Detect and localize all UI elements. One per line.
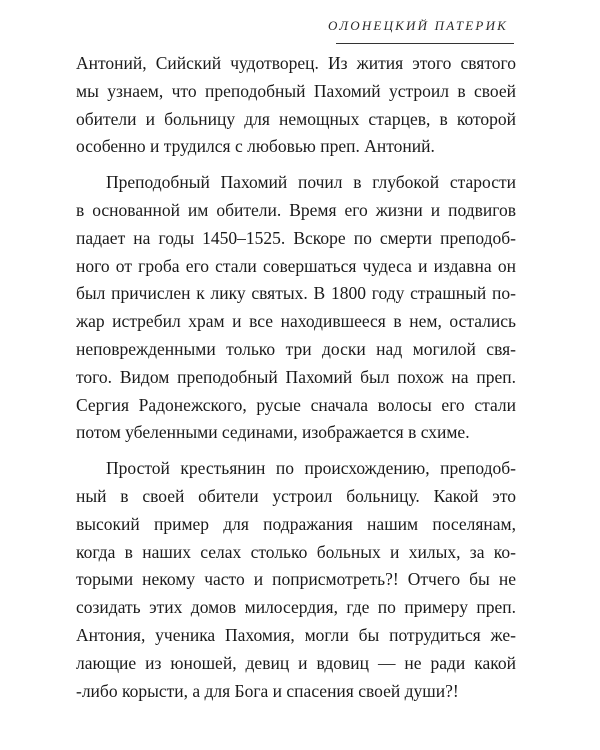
text-line: Сергия Радонежского, русые сначала волосы его стали <box>76 394 516 415</box>
text-line: -либо корысти, а для Бога и спасения своей души?! <box>76 680 459 701</box>
text-line: мы узнаем, что преподобный Пахомий устроил в своей <box>76 80 516 101</box>
text-line: Преподобный Пахомий почил в глубокой старости <box>106 172 516 193</box>
header-rule <box>336 43 514 44</box>
paragraph-1 <box>76 50 516 161</box>
text-line: в основанной им обители. Время его жизни и подвигов <box>76 199 516 220</box>
text-line: лающие из юношей, девиц и вдовиц — не ради какой <box>76 652 516 673</box>
text-line: особенно и трудился с любовью преп. Антоний. <box>76 136 435 157</box>
text-line: ный в своей обители устроил больницу. Какой это <box>76 485 516 506</box>
text-line: Простой крестьянин по происхождению, преподоб- <box>106 458 516 479</box>
text-line: был причислен к лику святых. В 1800 году страшный по- <box>76 283 516 304</box>
text-line: торыми некому часто и поприсмотреть?! Отчего бы не <box>76 569 516 590</box>
text-line: падает на годы 1450–1525. Вскоре по смерти преподоб- <box>76 227 516 248</box>
text-line: неповрежденными только три доски над могилой свя- <box>76 338 516 359</box>
text-line: когда в наших селах столько больных и хилых, за ко- <box>76 541 516 562</box>
text-line: жар истребил храм и все находившееся в нем, остались <box>76 311 516 332</box>
text-line: того. Видом преподобный Пахомий был похож на преп. <box>76 366 516 387</box>
paragraph-3 <box>76 455 516 705</box>
text-line: Антоний, Сийский чудотворец. Из жития этого святого <box>76 53 516 73</box>
text-line: высокий пример для подражания нашим поселянам, <box>76 513 516 534</box>
text-line: Антония, ученика Пахомия, могли бы потрудиться же- <box>76 624 516 645</box>
text-line: потом убеленными сединами, изображается в схиме. <box>76 422 470 443</box>
text-line: ного от гроба его стали совершаться чудеса и издавна он <box>76 255 516 276</box>
running-head: ОЛОНЕЦКИЙ ПАТЕРИК <box>327 18 508 33</box>
paragraph-2 <box>76 169 516 447</box>
text-line: созидать этих домов милосердия, где по примеру преп. <box>76 597 516 618</box>
body-text <box>76 50 516 705</box>
text-line: обители и больницу для немощных старцев, в которой <box>76 108 516 129</box>
